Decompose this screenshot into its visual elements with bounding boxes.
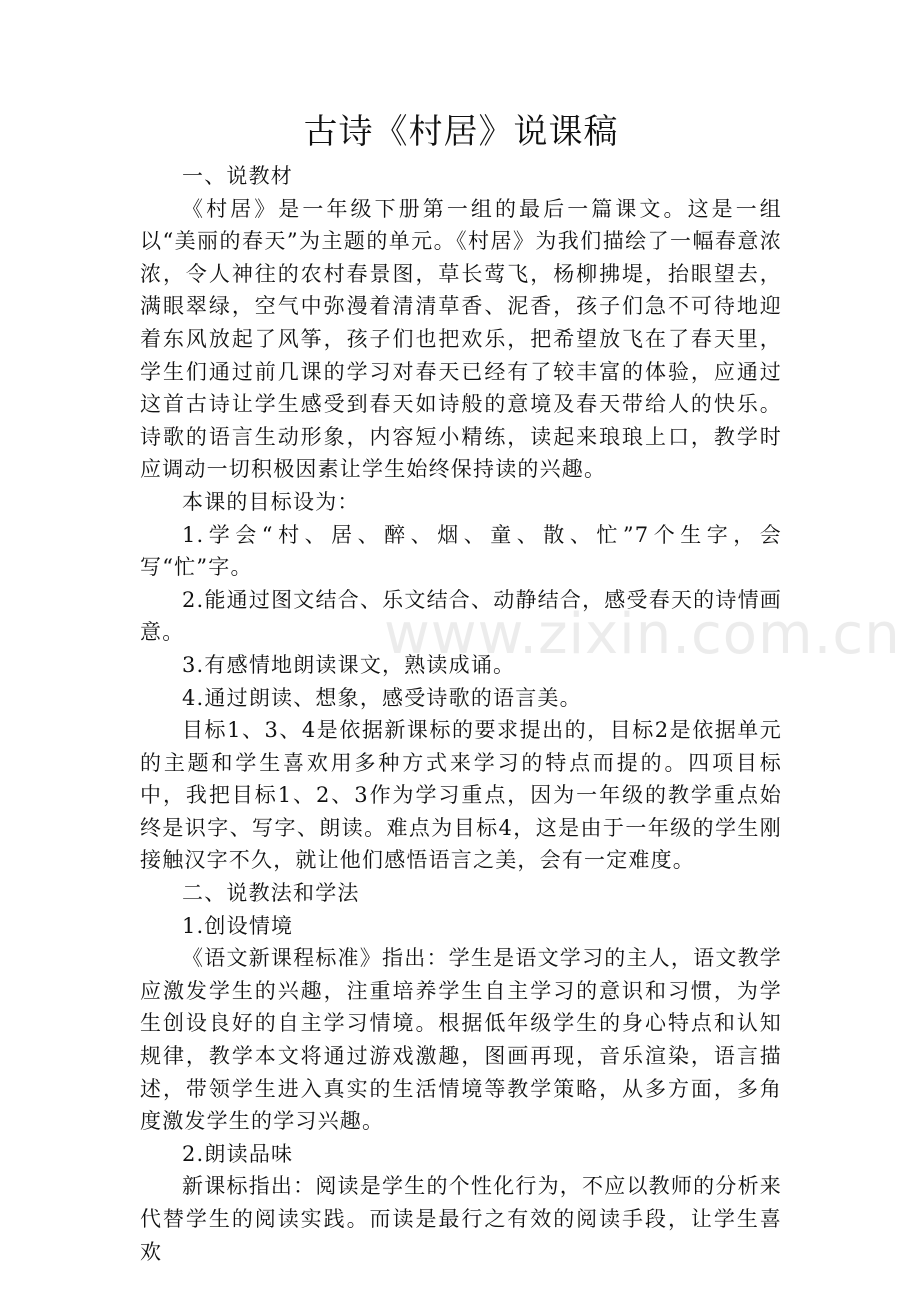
paragraph-create-context: 《语文新课程标准》指出：学生是语文学习的主人，语文教学应激发学生的兴趣，注重培养学生自主学习的意识和习惯，为学生创设良好的自主学习情境。根据低年级学生的身心特点和认知规律，教学本文将通过游戏激趣，图画再现，音乐渲染，语言描述，带领学生进入真实的生活情境等教学策略，从多方面，多角度激发学生的学习兴趣。 — [140, 946, 782, 1134]
goal-item-1: 1.学会“村、居、醉、烟、童、散、忙”7个生字，会写“忙”字。 — [140, 522, 782, 580]
paragraph-reading: 新课标指出：阅读是学生的个性化行为，不应以教师的分析来代替学生的阅读实践。而读是最行之有效的阅读手段，让学生喜欢 — [140, 1174, 782, 1264]
subheading-create-context: 1.创设情境 — [182, 913, 294, 938]
paragraph-goals-intro: 本课的目标设为： — [182, 489, 360, 514]
section-heading-teaching-material: 一、说教材 — [182, 164, 293, 188]
section-heading-methods: 二、说教法和学法 — [182, 881, 360, 906]
goal-item-4: 4.通过朗读、想象，感受诗歌的语言美。 — [182, 685, 582, 710]
paragraph-goals-rationale: 目标1、3、4是依据新课标的要求提出的，目标2是依据单元的主题和学生喜欢用多种方式来学习的特点而提的。四项目标中，我把目标1、2、3作为学习重点，因为一年级的教学重点始终是识字、写字、朗读。难点为目标4，这是由于一年级的学生刚接触汉字不久，就让他们感悟语言之美，会有一定难度。 — [140, 718, 782, 873]
paragraph-material-intro: 《村居》是一年级下册第一组的最后一篇课文。这是一组以“美丽的春天”为主题的单元。《村居》为我们描绘了一幅春意浓浓，令人神往的农村春景图，草长莺飞，杨柳拂堤，抬眼望去，满眼翠绿，空气中弥漫着清清草香、泥香，孩子们急不可待地迎着东风放起了风筝，孩子们也把欢乐，把希望放飞在了春天里，学生们通过前几课的学习对春天已经有了较丰富的体验，应通过这首古诗让学生感受到春天如诗般的意境及春天带给人的快乐。诗歌的语言生动形象，内容短小精练，读起来琅琅上口，教学时应调动一切积极因素让学生始终保持读的兴趣。 — [140, 196, 782, 482]
goal-item-2: 2.能通过图文结合、乐文结合、动静结合，感受春天的诗情画意。 — [140, 587, 782, 645]
document-body — [140, 160, 782, 1268]
goal-item-3: 3.有感情地朗读课文，熟读成诵。 — [182, 652, 516, 677]
document-page — [140, 0, 782, 1268]
watermark: www.zixin.com.cn — [384, 602, 901, 667]
document-title: 古诗《村居》说课稿 — [303, 112, 619, 152]
subheading-reading: 2.朗读品味 — [182, 1141, 294, 1166]
